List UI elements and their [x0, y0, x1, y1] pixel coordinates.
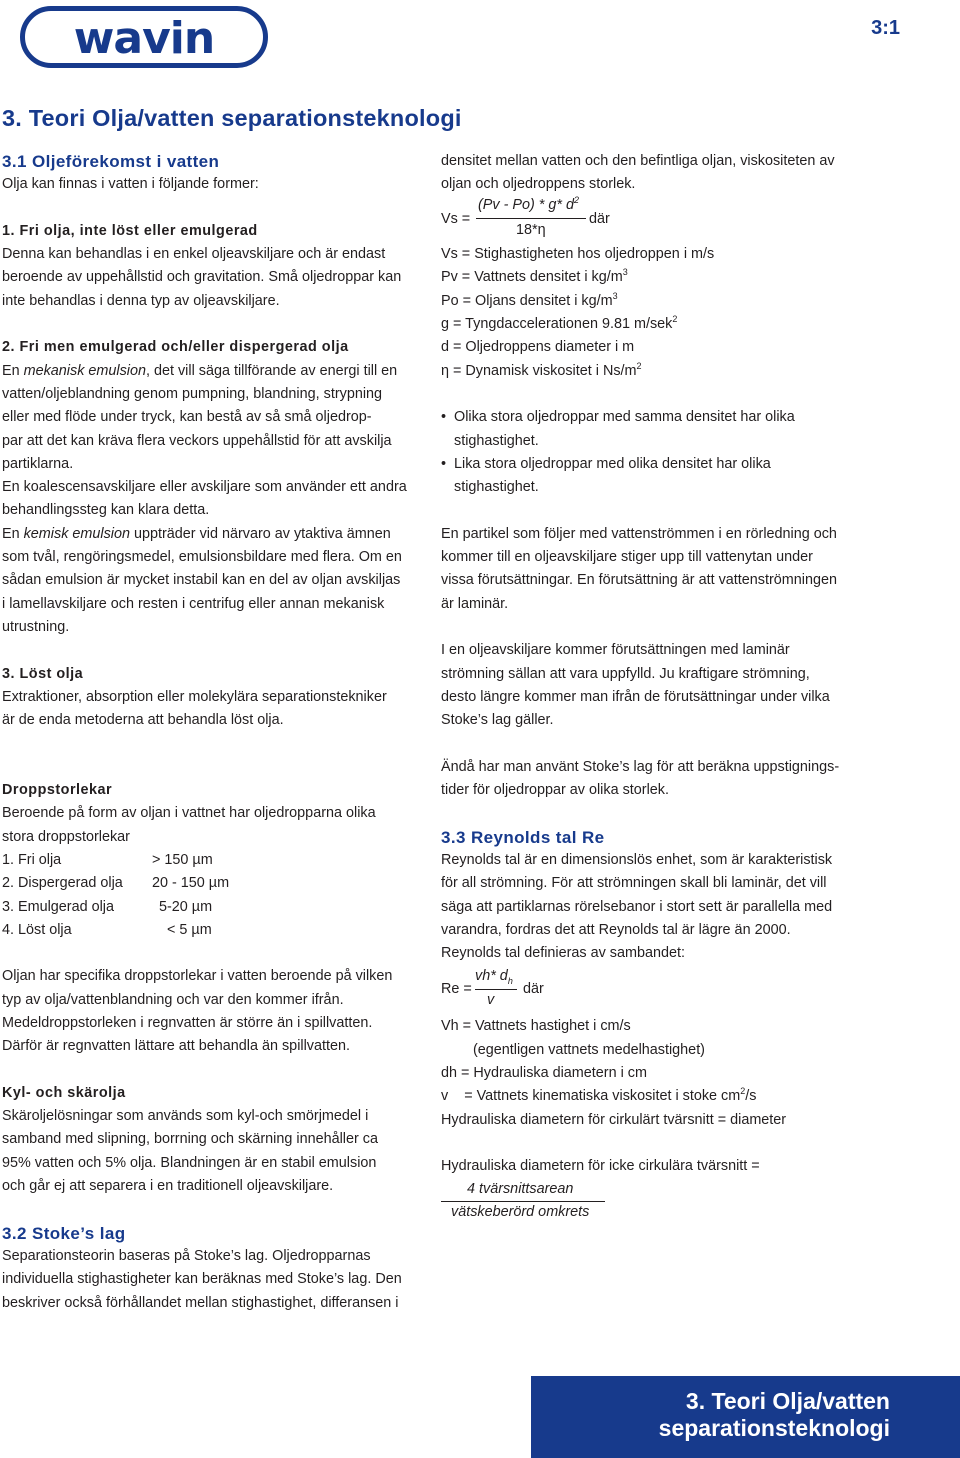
paragraph-line: Stoke’s lag gäller. — [441, 712, 554, 729]
definition-line: g = Tyngdaccelerationen 9.81 m/sek$^2$ — [441, 314, 678, 333]
paragraph-line: är de enda metoderna att behandla löst olja. — [2, 712, 284, 729]
stokes-suffix: där — [589, 210, 610, 227]
paragraph-line: Därför är regnvatten lättare att behandla än spillvatten. — [2, 1038, 350, 1055]
bullet-list — [441, 406, 871, 499]
wavin-logo-graphic — [20, 6, 268, 68]
stokes-formula — [441, 194, 871, 244]
item-3-heading: 3. Löst olja — [2, 665, 84, 682]
paragraph-line: samband med slipning, borrning och skärning innehåller ca — [2, 1131, 378, 1148]
fraction-bar — [475, 989, 517, 990]
page-number: 3:1 — [871, 17, 900, 39]
paragraph-line: eller med flöde under tryck, kan bestå av så små oljedrop- — [2, 409, 372, 426]
definition-line: d = Oljedroppens diameter i m — [441, 339, 635, 356]
paragraph-line: En koalescensavskiljare eller avskiljare som använder ett andra — [2, 479, 407, 496]
paragraph-line: En kemisk emulsion uppträder vid närvaro av ytaktiva ämnen — [2, 525, 391, 542]
section-3-2-heading: 3.2 Stoke’s lag — [2, 1223, 126, 1243]
item-1-heading: 1. Fri olja, inte löst eller emulgerad — [2, 222, 258, 239]
paragraph-line: Medeldroppstorleken i regnvatten är större än i spillvatten. — [2, 1014, 373, 1031]
droplet-sizes-heading: Droppstorlekar — [2, 782, 113, 799]
paragraph-line: stora droppstorlekar — [2, 828, 130, 845]
definition-line: η = Dynamisk viskositet i $Ns/m^2$ — [441, 360, 642, 379]
bullet-item: • Lika stora oljedroppar med olika densitet har olika stighastighet. — [441, 453, 871, 500]
wavin-logo — [20, 6, 268, 68]
definition-line: Hydrauliska diametern för cirkulärt tvärsnitt = diameter — [441, 1111, 787, 1128]
hydraulic-numerator: 4 tvärsnittsarean — [467, 1181, 574, 1198]
paragraph-line: behandlingssteg kan klara detta. — [2, 502, 210, 519]
chapter-title: 3. Teori Olja/vatten separationsteknologi — [2, 105, 462, 131]
paragraph-line: beskriver också förhållandet mellan stighastighet, differansen i — [2, 1294, 399, 1311]
footer-banner — [531, 1376, 960, 1458]
paragraph-line: Oljan har specifika droppstorlekar i vatten beroende på vilken — [2, 968, 393, 985]
paragraph-line: kommer till en oljeavskiljare stiger upp till vattenytan under — [441, 549, 813, 566]
reynolds-denominator: v — [487, 992, 495, 1009]
paragraph-line: Denna kan behandlas i en enkel oljeavskiljare och är endast — [2, 246, 386, 263]
paragraph-line: tider för oljedroppar av olika storlek. — [441, 782, 669, 799]
paragraph-line: beroende av uppehållstid och gravitation. Små oljedroppar kan — [2, 269, 402, 286]
definition-line: Po = Oljans densitet i $kg/m^3$ — [441, 290, 618, 309]
paragraph-line: för all strömning. För att strömningen skall bli laminär, det vill — [441, 875, 827, 892]
stokes-numerator: (Pv - Po) * g* $d^2$ — [478, 194, 579, 213]
hydraulic-diameter-formula — [441, 1178, 871, 1225]
paragraph-line: individuella stighastigheter kan beräknas med Stoke’s lag. Den — [2, 1271, 402, 1288]
definition-line: dh = Hydrauliska diametern i cm — [441, 1064, 647, 1081]
hydraulic-denominator: vätskeberörd omkrets — [451, 1204, 590, 1221]
droplet-size-row: 4. Löst olja < 5 µm — [2, 921, 212, 938]
paragraph-line: En mekanisk emulsion, det vill säga tillförande av energi till en — [2, 362, 398, 379]
paragraph-line: inte behandlas i denna typ av oljeavskiljare. — [2, 292, 280, 309]
paragraph-line: sådan emulsion är mycket instabil kan en del av oljan avskiljas — [2, 572, 401, 589]
paragraph-line: partiklarna. — [2, 455, 74, 472]
stokes-lhs: Vs = — [441, 210, 471, 227]
paragraph-line: vatten/oljeblandning genom pumpning, blandning, strypning — [2, 385, 383, 402]
paragraph-line: vissa förutsättningar. En förutsättning är att vattenströmningen — [441, 572, 837, 589]
logo-text: wavin — [73, 13, 215, 64]
paragraph-line: säga att partiklarnas rörelsebanor i stort sett är parallella med — [441, 898, 833, 915]
paragraph-line: desto längre kommer man ifrån de förutsättningar under vilka — [441, 688, 830, 705]
paragraph-line: Reynolds tal är en dimensionslös enhet, som är karakteristisk — [441, 851, 833, 868]
reynolds-numerator: vh* $d_h$ — [475, 968, 513, 987]
definition-line: Vs = Stighastigheten hos oljedroppen i m/s — [441, 246, 715, 263]
paragraph-line: Skäroljelösningar som används som kyl-och smörjmedel i — [2, 1108, 369, 1125]
paragraph-line: Separationsteorin baseras på Stoke’s lag. Oljedropparnas — [2, 1247, 371, 1264]
definition-line: Vh = Vattnets hastighet i cm/s — [441, 1018, 631, 1035]
reynolds-suffix: där — [523, 981, 544, 998]
stokes-denominator: 18*η — [516, 221, 546, 238]
section-3-3-heading: 3.3 Reynolds tal Re — [441, 827, 605, 847]
section-3-1-heading: 3.1 Oljeförekomst i vatten — [2, 152, 220, 171]
paragraph-line: utrustning. — [2, 618, 70, 635]
paragraph-line: densitet mellan vatten och den befintliga oljan, viskositeten av — [441, 153, 835, 169]
item-2-heading: 2. Fri men emulgerad och/eller dispergerad olja — [2, 339, 349, 356]
paragraph-line: En partikel som följer med vattenströmmen i en rörledning och — [441, 525, 837, 542]
definition-line: v = Vattnets kinematiska viskositet i stoke $cm^2/s$ — [441, 1086, 757, 1105]
footer-title: 3. Teori Olja/vatten separationsteknologi — [658, 1388, 890, 1441]
paragraph-line: Beroende på form av oljan i vattnet har oljedropparna olika — [2, 805, 376, 822]
right-column — [441, 150, 871, 1225]
paragraph-line: Reynolds tal definieras av sambandet: — [441, 945, 685, 962]
reynolds-lhs: Re = — [441, 981, 472, 998]
paragraph-line: Hydrauliska diametern för icke cirkulära tvärsnitt = — [441, 1158, 760, 1175]
paragraph-line: Extraktioner, absorption eller molekylära separationstekniker — [2, 688, 387, 705]
paragraph-line: I en oljeavskiljare kommer förutsättningen med laminär — [441, 642, 790, 659]
paragraph-line: varandra, fordras det att Reynolds tal är lägre än 2000. — [441, 921, 791, 938]
paragraph-line: oljan och oljedroppens storlek. — [441, 176, 636, 193]
droplet-size-row: 2. Dispergerad olja 20 - 150 µm — [2, 875, 230, 892]
chemical-emulsion-term: kemisk emulsion — [23, 525, 130, 542]
paragraph-line: och går ej att separera i en traditionell oljeavskiljare. — [2, 1178, 334, 1195]
definition-line: Pv = Vattnets densitet i $kg/m^3$ — [441, 267, 628, 286]
paragraph-line: som tvål, rengöringsmedel, emulsionsbildare med flera. Om en — [2, 549, 402, 566]
definition-line: (egentligen vattnets medelhastighet) — [441, 1041, 705, 1058]
paragraph-line: 95% vatten och 5% olja. Blandningen är en stabil emulsion — [2, 1154, 377, 1171]
paragraph-line: i lamellavskiljare och resten i centrifug eller annan mekanisk — [2, 595, 385, 612]
droplet-size-row: 3. Emulgerad olja 5-20 µm — [2, 898, 213, 915]
mechanical-emulsion-term: mekanisk emulsion — [23, 362, 146, 379]
paragraph-line: är laminär. — [441, 595, 509, 612]
droplet-size-row: 1. Fri olja > 150 µm — [2, 851, 213, 868]
left-column — [2, 150, 422, 1315]
bullet-item: • Olika stora oljedroppar med samma densitet har olika stighastighet. — [441, 406, 871, 453]
paragraph-line: par att det kan kräva flera veckors uppehållstid för att avskilja — [2, 432, 392, 449]
stokes-definitions — [441, 243, 871, 383]
section-3-1-intro: Olja kan finnas i vatten i följande former: — [2, 176, 259, 193]
cutting-oil-heading: Kyl- och skärolja — [2, 1084, 126, 1101]
paragraph-line: strömning sällan att vara uppfylld. Ju kraftigare strömning, — [441, 665, 810, 682]
paragraph-line: Ändå har man använt Stoke’s lag för att beräkna uppstignings- — [441, 758, 840, 775]
reynolds-formula — [441, 965, 871, 1015]
paragraph-line: typ av olja/vattenblandning och var den kommer ifrån. — [2, 991, 344, 1008]
